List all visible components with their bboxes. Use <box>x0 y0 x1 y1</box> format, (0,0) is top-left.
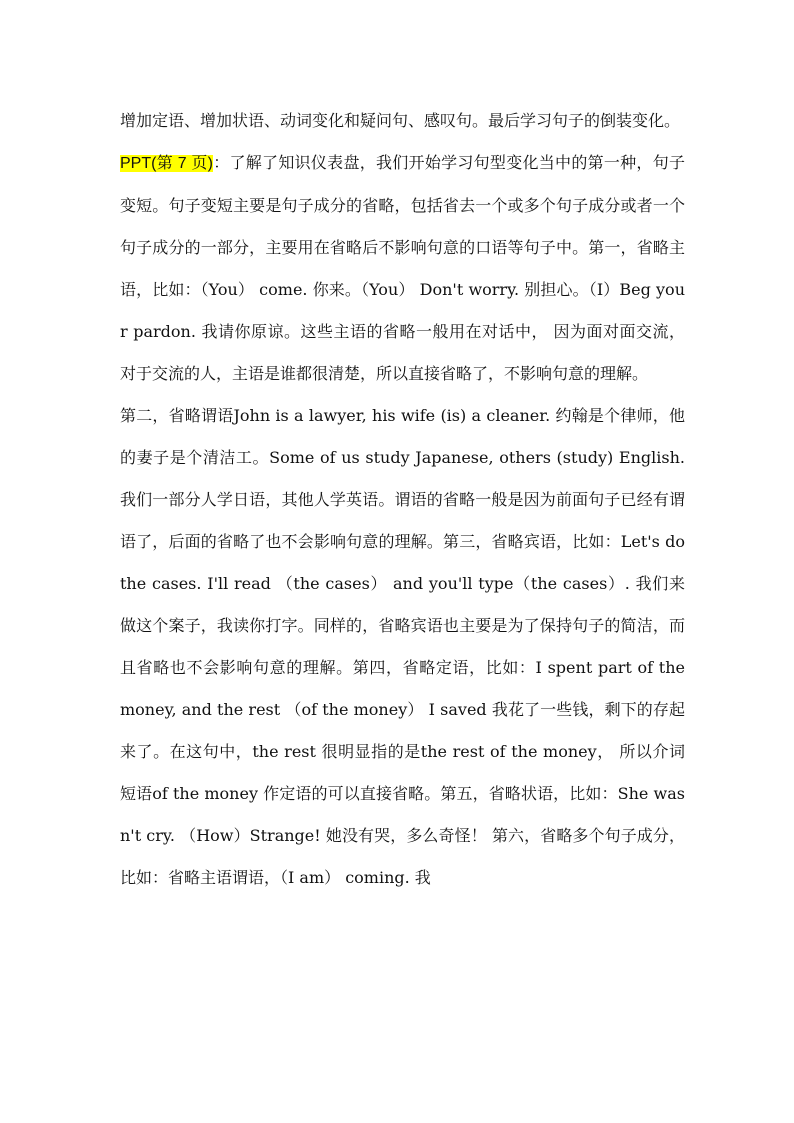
paragraph-ppt-text: ：了解了知识仪表盘，我们开始学习句型变化当中的第一种，句子变短。句子变短主要是句子成分的省略，包括省去一个或多个句子成分或者一个句子成分的一部分，主要用在省略后不影响句意的口语等句子中。第一，省略主语，比如：（You） come. 你来。（You） Don't worry. 别担心。（I）Beg your pardon. 我请你原谅。这些主语的省略一般用在对话中， 因为面对面交流，对于交流的人，主语是谁都很清楚，所以直接省略了，不影响句意的理解。 <box>120 153 685 383</box>
paragraph-omission-text: 第二，省略谓语John is a lawyer, his wife (is) a cleaner. 约翰是个律师，他的妻子是个清洁工。Some of us study Japanese, others (study) English. 我们一部分人学日语，其他人学英语。谓语的省略一般是因为前面句子已经有谓语了，后面的省略了也不会影响句意的理解。第三，省略宾语，比如：Let's do the cases. I'll read （the cases） and you'll type（the cases）. 我们来做这个案子，我读你打字。同样的，省略宾语也主要是为了保持句子的简洁，而且省略也不会影响句意的理解。第四，省略定语，比如：I spent part of the money, and the rest （of the money） I saved 我花了一些钱，剩下的存起来了。在这句中，the rest 很明显指的是the rest of the money， 所以介词短语of the money 作定语的可以直接省略。第五，省略状语，比如：She wasn't cry. （How）Strange! 她没有哭，多么奇怪！ 第六，省略多个句子成分，比如：省略主语谓语，（I am） coming. 我 <box>120 406 685 887</box>
document-body <box>120 100 685 899</box>
paragraph-intro-text: 增加定语、增加状语、动词变化和疑问句、感叹句。最后学习句子的倒装变化。 <box>120 111 681 130</box>
ppt-page-label: PPT(第 7 页) <box>120 155 213 172</box>
paragraph-ppt-page-7 <box>120 142 685 395</box>
paragraph-intro <box>120 100 685 142</box>
paragraph-omission-examples <box>120 395 685 899</box>
